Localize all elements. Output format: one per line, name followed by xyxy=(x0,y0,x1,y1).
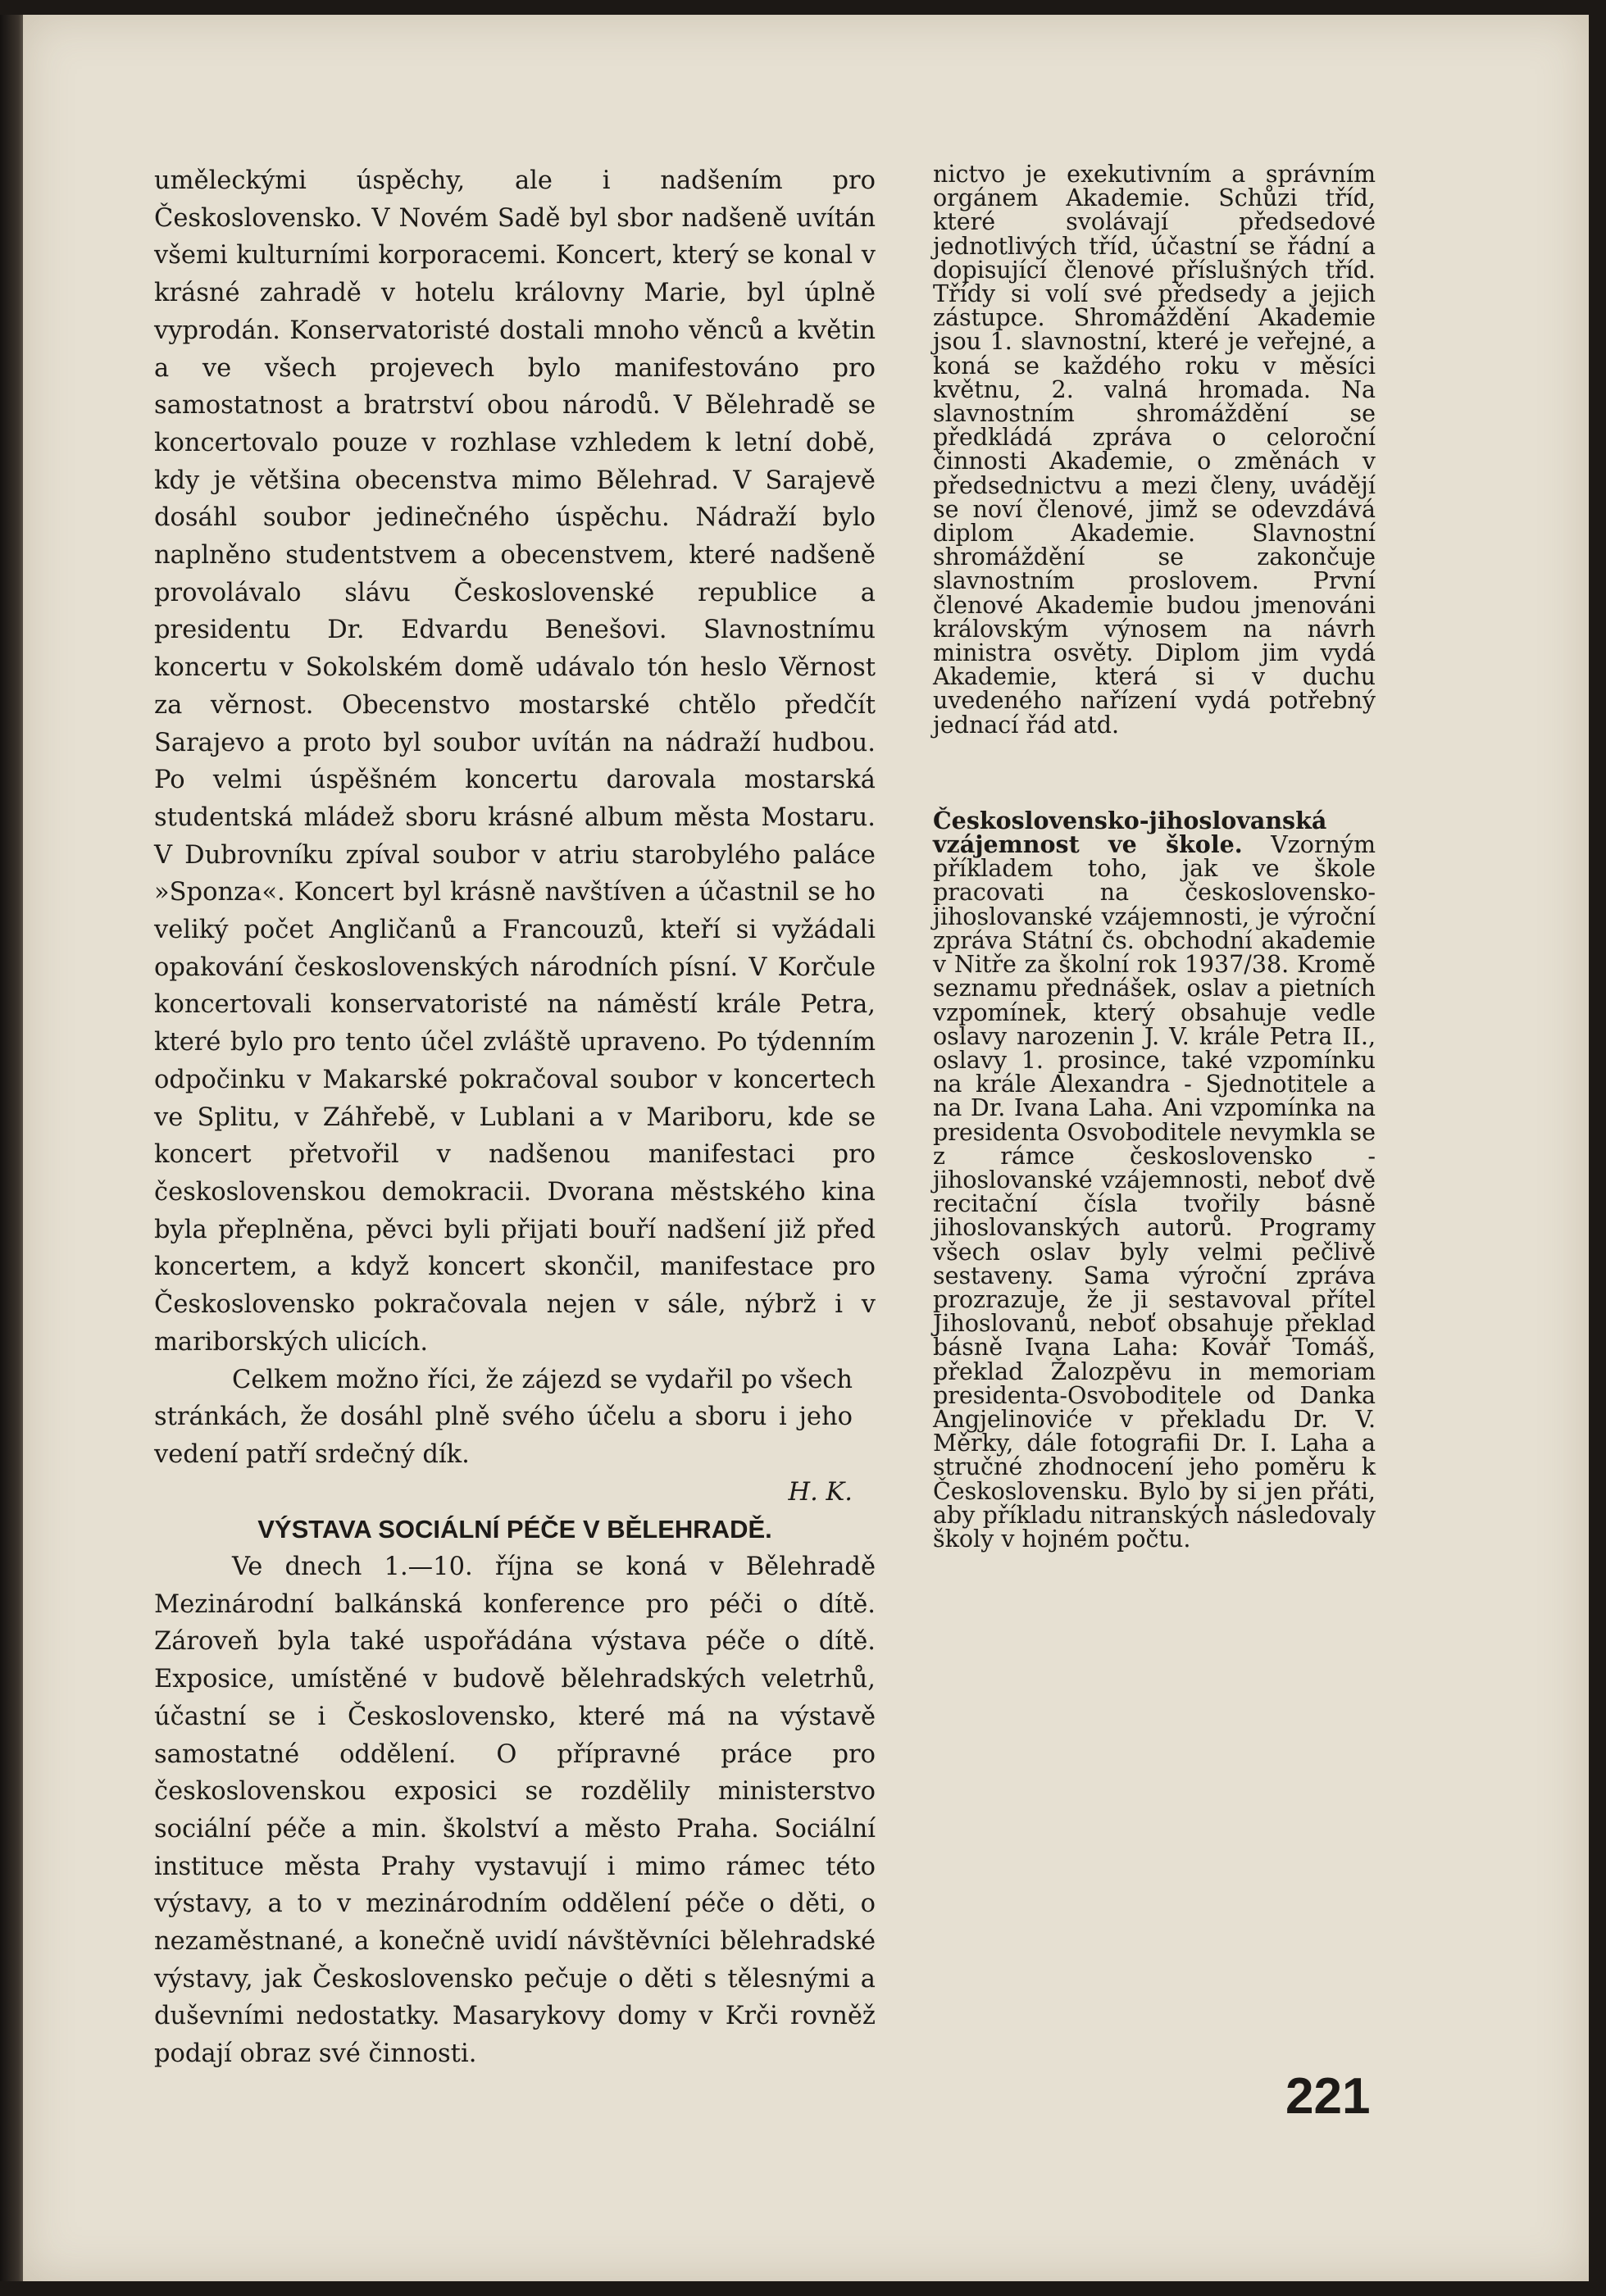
paragraph-academy: nictvo je exekutivním a správním orgánem Akademie. Schůzi tříd, které svolávají předsedové jednotlivých tříd, účastní se řádní a dopisující členové příslušných tříd. Třídy si volí své předsedy a jejich zástupce. Shromáždění Akademie jsou 1. slavnostní, které je veřejné, a koná se každého roku v měsíci květnu, 2. valná hromada. Na slavnostním shromáždění se předkládá zpráva o celoroční činnosti Akademie, o změnách v předsednictvu a mezi členy, uvádějí se noví členové, jimž se odevzdává diplom Akademie. Slavnostní shromáždění se zakončuje slavnostním proslovem. První členové Akademie budou jmenováni královským výnosem na návrh ministra osvěty. Diplom jim vydá Akademie, která si v duchu uvedeného nařízení vydá potřebný jednací řád atd. xyxy=(933,161,1376,739)
left-column xyxy=(154,162,876,2073)
closing-paragraph xyxy=(154,1362,876,1474)
paragraph-conclusion: Celkem možno říci, že zájezd se vydařil po všech stránkách, že dosáhl plně svého účelu a sboru i jeho vedení patří srdečný dík. xyxy=(154,1365,853,1469)
paragraph-school-reciprocity xyxy=(933,806,1376,1553)
page-number: 221 xyxy=(1285,2068,1371,2125)
paragraph-heading: Československo-jihoslovanská vzájemnost ve škole. xyxy=(933,806,1327,859)
signature-row xyxy=(154,1474,876,1512)
paragraph-body: Vzorným příkladem toho, jak ve škole pracovati na československo-jihoslovanské vzájemnosti, je výroční zpráva Státní čs. obchodní akademie v Nitře za školní rok 1937/38. Kromě seznamu přednášek, oslav a pietních vzpomínek, který obsahuje vedle oslavy narozenin J. V. krále Petra II., oslavy 1. prosince, také vzpomínku na krále Alexandra - Sjednotitele a na Dr. Ivana Laha. Ani vzpomínka na presidenta Osvoboditele nevymkla se z rámce československo - jihoslovanské vzájemnosti, neboť dvě recitační čísla tvořily básně jihoslovanských autorů. Programy všech oslav byly velmi pečlivě sestaveny. Sama výroční zpráva prozrazuje, že ji sestavoval přítel Jihoslovanů, neboť obsahuje překlad básně Ivana Laha: Kovář Tomáš, překlad Žalozpěvu in memoriam presidenta-Osvoboditele od Danka Angjelinoviće v překladu Dr. V. Měrky, dále fotografii Dr. I. Laha a stručné zhodnocení jeho poměru k Československu. Bylo by si jen přáti, aby příkladu nitranských následovaly školy v hojném počtu. xyxy=(933,831,1376,1553)
right-column xyxy=(933,162,1376,1551)
author-signature: H. K. xyxy=(788,1477,853,1507)
section-heading: VÝSTAVA SOCIÁLNÍ PÉČE V BĚLEHRADĚ. xyxy=(257,1515,772,1544)
paragraph-concert-tour: uměleckými úspěchy, ale i nadšením pro Československo. V Novém Sadě byl sbor nadšeně uvítán všemi kulturními korporacemi. Koncert, který se konal v krásné zahradě v hotelu královny Marie, byl úplně vyprodán. Konservatoristé dostali mnoho věnců a květin a ve všech projevech bylo manifestováno pro samostatnost a bratrství obou národů. V Bělehradě se koncertovalo pouze v rozhlase vzhledem k letní době, kdy je většina obecenstva mimo Bělehrad. V Sarajevě dosáhl soubor jedinečného úspěchu. Nádraží bylo naplněno studentstvem a obecenstvem, které nadšeně provolávalo slávu Československé republice a presidentu Dr. Edvardu Benešovi. Slavnostnímu koncertu v Sokolském domě udávalo tón heslo Věrnost za věrnost. Obecenstvo mostarské chtělo předčít Sarajevo a proto byl soubor uvítán na nádraží hudbou. Po velmi úspěšném koncertu darovala mostarská studentská mládež sboru krásné album města Mostaru. V Dubrovníku zpíval soubor v atriu starobylého paláce »Sponza«. Koncert byl krásně navštíven a účastnil se ho veliký počet Angličanů a Francouzů, kteří si vyžádali opakování československých národních písní. V Korčule koncertovali konservatoristé na náměstí krále Petra, které bylo pro tento účel zvláště upraveno. Po týdenním odpočinku v Makarské pokračoval soubor v koncertech ve Splitu, v Záhřebě, v Lublani a v Mariboru, kde se koncert přetvořil v nadšenou manifestaci pro československou demokracii. Dvorana městského kina byla přeplněna, pěvci byli přijati bouří nadšení již před koncertem, a když koncert skončil, manifestace pro Československo pokračovala nejen v sále, nýbrž i v mariborských ulicích. xyxy=(154,166,876,1357)
column-spacer xyxy=(933,737,1376,809)
paragraph-exhibition: Ve dnech 1.—10. října se koná v Bělehradě Mezinárodní balkánská konference pro péči o dítě. Zároveň byla také uspořádána výstava péče o dítě. Exposice, umístěné v budově bělehradských veletrhů, účastní se i Československo, které má na výstavě samostatné oddělení. O přípravné práce pro československou exposici se rozdělily ministerstvo sociální péče a min. školství a město Praha. Sociální instituce města Prahy vystavují i mimo rámec této výstavy, a to v mezinárodním oddělení péče o děti, o nezaměstnané, a konečně uvidí návštěvníci bělehradské výstavy, jak Československo pečuje o děti s tělesnými a duševními nedostatky. Masarykovy domy v Krči rovněž podají obraz své činnosti. xyxy=(154,1553,876,2069)
